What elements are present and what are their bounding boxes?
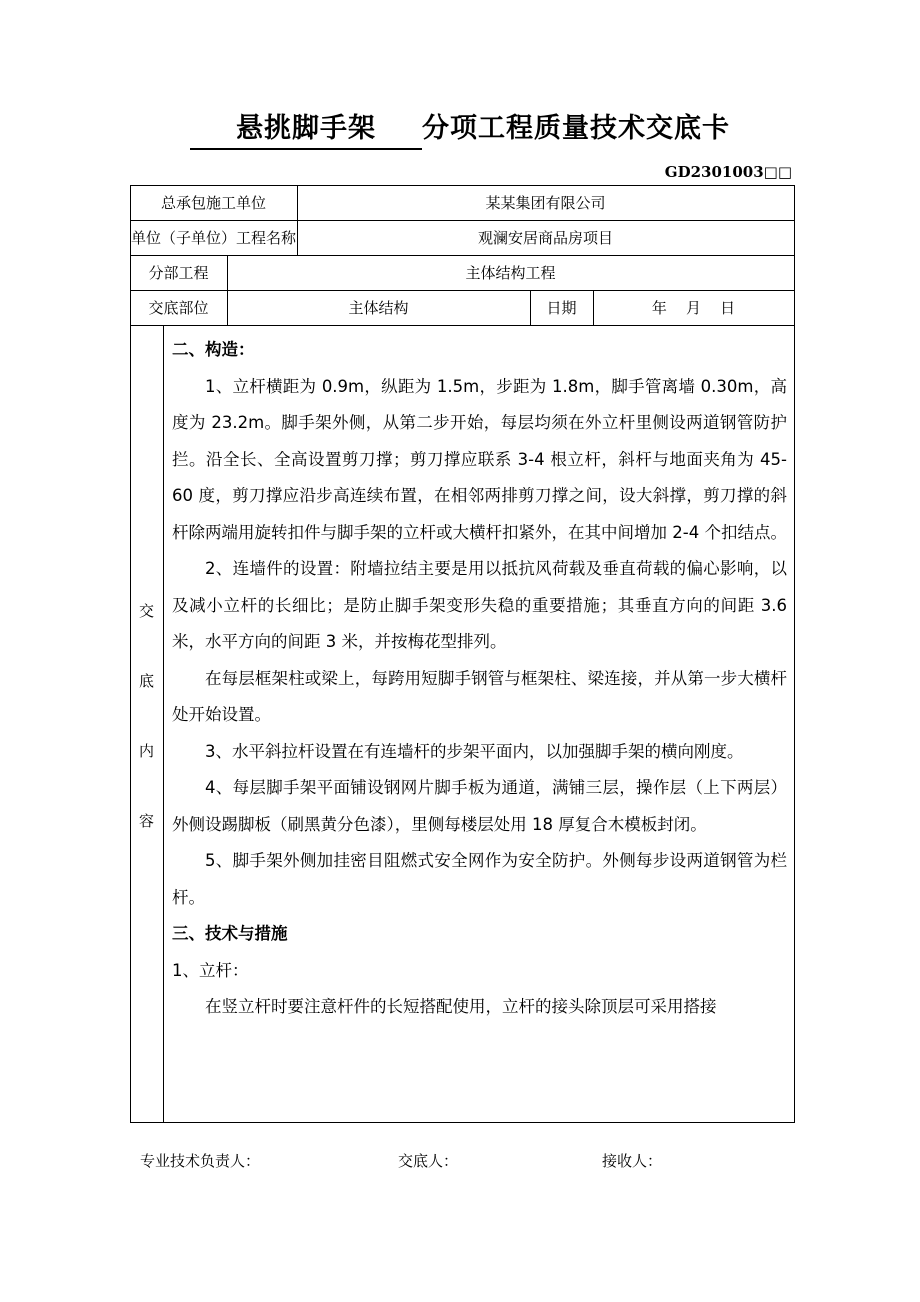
paragraph-5: 4、每层脚手架平面铺设钢网片脚手板为通道，满铺三层，操作层（上下两层）外侧设踢脚板（刷黑黄分色漆），里侧每楼层处用 18 厚复合木模板封闭。	[172, 778, 787, 834]
paragraph-4: 3、水平斜拉杆设置在有连墙杆的步架平面内，以加强脚手架的横向刚度。	[205, 741, 744, 761]
section-heading-construction: 二、构造：	[172, 340, 255, 359]
paragraph-1: 1、立杆横距为 0.9m，纵距为 1.5m，步距为 1.8m，脚手管离墙 0.30m，高度为 23.2m。脚手架外侧，从第二步开始，每层均须在外立杆里侧设两道钢管防护拦。沿全长、全高设置剪刀撑；剪刀撑应联系 3-4 根立杆，斜杆与地面夹角为 45-60 度，剪刀撑应沿步高连续布置，在相邻两排剪刀撑之间，设大斜撑，剪刀撑的斜杆除两端用旋转扣件与脚手架的立杆或大横杆扣紧外，在其中间增加 2-4 个扣结点。	[172, 376, 787, 542]
project-label: 单位（子单位）工程名称	[130, 229, 296, 247]
date-value: 年 月 日	[651, 299, 736, 317]
part-label: 交底部位	[148, 299, 209, 317]
title-subject: 悬挑脚手架	[190, 112, 422, 150]
side-char-1: 交	[138, 602, 154, 620]
disclosure-content	[172, 332, 787, 1026]
paragraph-2: 2、连墙件的设置：附墙拉结主要是用以抵抗风荷载及垂直荷载的偏心影响，以及减小立杆的长细比；是防止脚手架变形失稳的重要措施；其垂直方向的间距 3.6 米，水平方向的间距 3 米，并按梅花型排列。	[172, 559, 787, 651]
side-char-4: 容	[138, 812, 154, 830]
division-value: 主体结构工程	[465, 264, 556, 282]
paragraph-3: 在每层框架柱或梁上，每跨用短脚手钢管与框架柱、梁连接，并从第一步大横杆处开始设置。	[172, 668, 787, 724]
part-value: 主体结构	[348, 299, 409, 317]
general-contractor-label: 总承包施工单位	[160, 194, 266, 212]
side-char-2: 底	[138, 672, 154, 690]
disclosure-content-label	[130, 330, 163, 1120]
document-code: GD2301003□□	[664, 163, 792, 181]
footer-discloser: 交底人：	[398, 1152, 459, 1170]
date-label: 日期	[546, 299, 577, 317]
title-rest: 分项工程质量技术交底卡	[422, 113, 730, 144]
division-label: 分部工程	[148, 264, 209, 282]
project-value: 观澜安居商品房项目	[477, 229, 613, 247]
paragraph-8: 在竖立杆时要注意杆件的长短搭配使用，立杆的接头除顶层可采用搭接	[205, 997, 717, 1016]
document-title	[0, 112, 920, 150]
paragraph-7: 1、立杆：	[172, 960, 249, 980]
disclosure-table	[130, 185, 795, 1123]
section-heading-technique: 三、技术与措施	[172, 924, 288, 943]
side-char-3: 内	[138, 742, 154, 760]
general-contractor-value: 某某集团有限公司	[485, 194, 606, 212]
footer-tech-lead: 专业技术负责人：	[140, 1152, 261, 1170]
footer-receiver: 接收人：	[602, 1152, 663, 1170]
paragraph-6: 5、脚手架外侧加挂密目阻燃式安全网作为安全防护。外侧每步设两道钢管为栏杆。	[172, 851, 787, 907]
